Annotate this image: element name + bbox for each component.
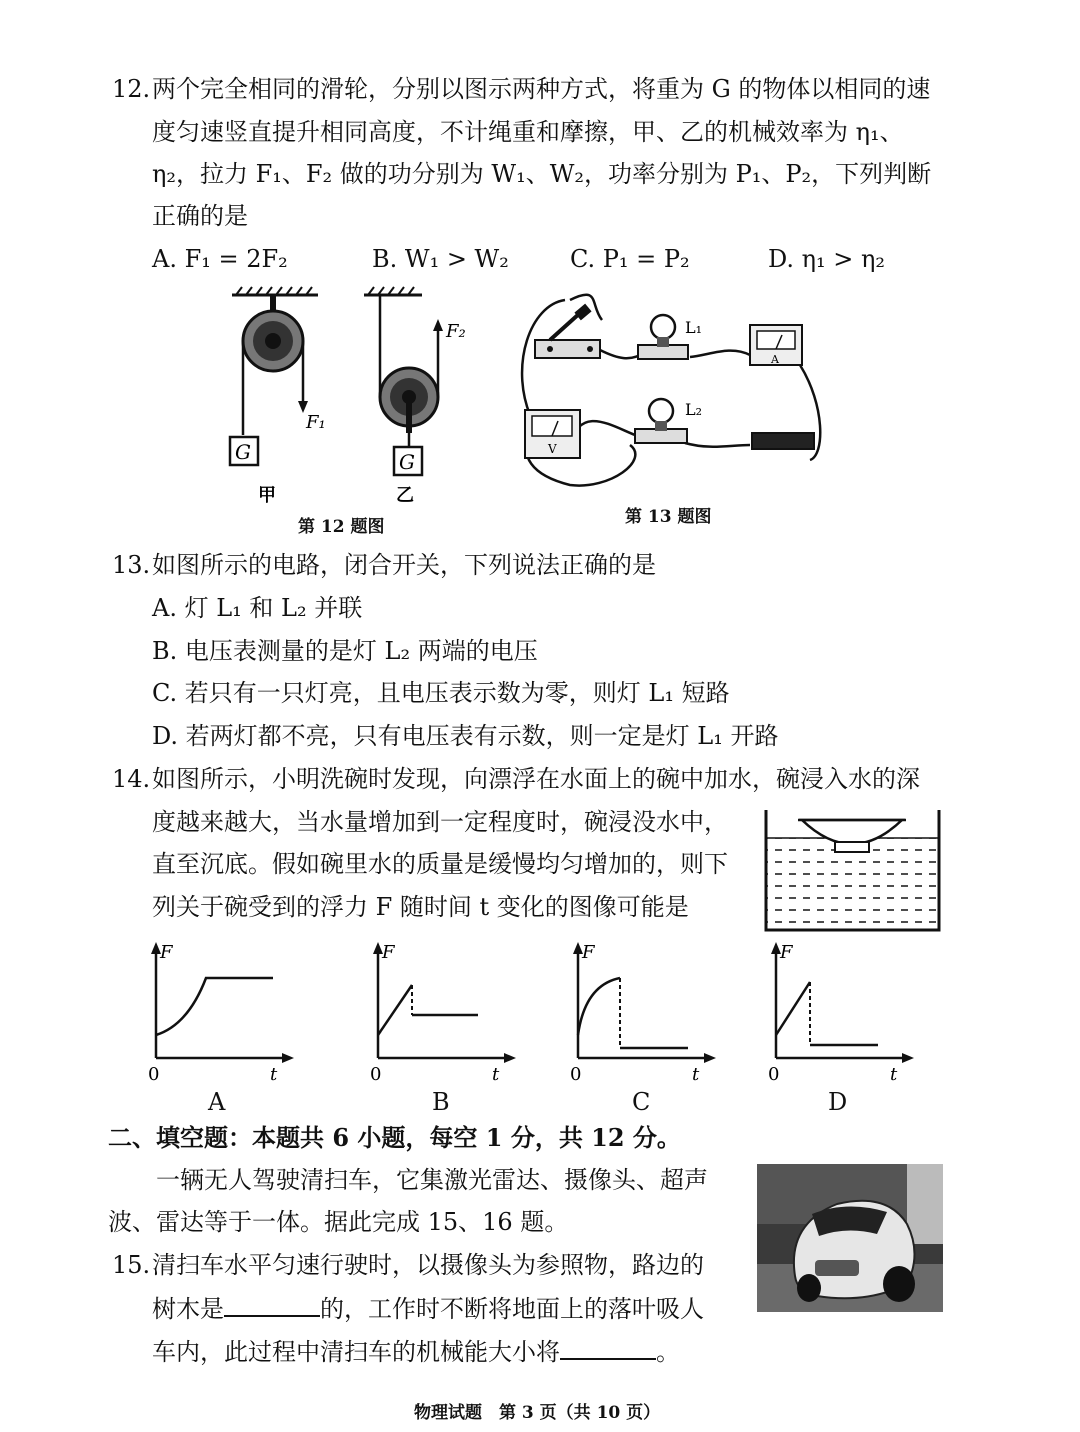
q15-line-3b: 。 (656, 1338, 680, 1366)
graph-a-x-label: t (270, 1064, 278, 1085)
graph-b-origin: 0 (370, 1064, 382, 1085)
q12-option-d: D. η₁ > η₂ (768, 245, 886, 273)
q12-option-c: C. P₁ = P₂ (570, 245, 690, 273)
page-footer: 物理试题 第 3 页（共 10 页） (414, 1403, 661, 1423)
graph-b-label: B (432, 1088, 450, 1116)
l2-label: L₂ (685, 400, 703, 419)
q12-line-3: η₂，拉力 F₁、F₂ 做的功分别为 W₁、W₂，功率分别为 P₁、P₂，下列判断 (152, 160, 932, 188)
graph-a (138, 940, 298, 1085)
q15-line-3a: 车内，此过程中清扫车的机械能大小将 (152, 1338, 560, 1366)
graph-d-x-label: t (890, 1064, 898, 1085)
bowl-in-water-figure (760, 808, 945, 933)
yi-label: 乙 (396, 485, 414, 506)
graph-c-origin: 0 (570, 1064, 582, 1085)
graph-d (758, 940, 918, 1085)
graph-c-x-label: t (692, 1064, 700, 1085)
lamp-l2 (635, 399, 687, 443)
graph-b-x-label: t (492, 1064, 500, 1085)
graph-a-y-label: F (160, 942, 173, 963)
q15-line-2 (152, 1293, 704, 1324)
graph-d-origin: 0 (768, 1064, 780, 1085)
graph-a-label: A (208, 1088, 226, 1116)
section2-heading: 二、填空题：本题共 6 小题，每空 1 分，共 12 分。 (108, 1123, 681, 1152)
graph-d-label: D (828, 1088, 848, 1116)
q12-line-1: 两个完全相同的滑轮，分别以图示两种方式，将重为 G 的物体以相同的速 (152, 75, 931, 103)
graph-b-y-label: F (382, 942, 395, 963)
q12-number: 12. (112, 75, 151, 103)
weight-g-left-label: G (235, 440, 251, 464)
q15-line-2b: 的，工作时不断将地面上的落叶吸人 (320, 1295, 704, 1323)
sweeper-vehicle-photo (757, 1164, 943, 1312)
lamp-l1 (638, 315, 688, 359)
q12-option-b: B. W₁ > W₂ (372, 245, 509, 273)
q13-option-a: A. 灯 L₁ 和 L₂ 并联 (152, 594, 363, 622)
q14-line-3: 直至沉底。假如碗里水的质量是缓慢均匀增加的，则下 (152, 850, 728, 878)
section2-intro-1: 一辆无人驾驶清扫车，它集激光雷达、摄像头、超声 (156, 1166, 708, 1194)
q13-option-c: C. 若只有一只灯亮，且电压表示数为零，则灯 L₁ 短路 (152, 679, 730, 707)
q13-number: 13. (112, 551, 151, 579)
q13-stem: 如图所示的电路，闭合开关，下列说法正确的是 (152, 551, 656, 579)
fig12-caption: 第 12 题图 (298, 517, 385, 537)
q15-line-1: 清扫车水平匀速行驶时，以摄像头为参照物，路边的 (152, 1251, 704, 1279)
graph-b (360, 940, 520, 1085)
q13-option-b: B. 电压表测量的是灯 L₂ 两端的电压 (152, 637, 538, 665)
ammeter-label: A (771, 353, 779, 366)
movable-pulley (380, 368, 438, 447)
jia-label: 甲 (258, 485, 276, 506)
q15-blank-1[interactable] (224, 1293, 320, 1317)
q12-option-a: A. F₁ = 2F₂ (152, 245, 288, 273)
l1-label: L₁ (685, 318, 703, 337)
graph-c (560, 940, 720, 1085)
q14-line-2: 度越来越大，当水量增加到一定程度时，碗浸没水中， (152, 808, 728, 836)
q15-line-3 (152, 1336, 680, 1367)
q12-line-4: 正确的是 (152, 202, 248, 230)
q14-line-4: 列关于碗受到的浮力 F 随时间 t 变化的图像可能是 (152, 893, 689, 921)
battery (752, 433, 814, 449)
q14-line-1: 如图所示，小明洗碗时发现，向漂浮在水面上的碗中加水，碗浸入水的深 (152, 765, 920, 793)
section2-intro-2: 波、雷达等于一体。据此完成 15、16 题。 (108, 1208, 569, 1236)
q15-number: 15. (112, 1251, 151, 1279)
graph-c-label: C (632, 1088, 651, 1116)
q15-blank-2[interactable] (560, 1336, 656, 1360)
pulley-figure (220, 285, 340, 525)
movable-pulley-figure (360, 285, 480, 525)
fig13-caption: 第 13 题图 (625, 507, 712, 527)
q12-line-2: 度匀速竖直提升相同高度，不计绳重和摩擦，甲、乙的机械效率为 η₁、 (152, 118, 904, 146)
graph-d-y-label: F (780, 942, 793, 963)
circuit-figure (510, 285, 830, 500)
graph-c-y-label: F (582, 942, 595, 963)
f2-label: F₂ (446, 321, 466, 342)
q14-number: 14. (112, 765, 151, 793)
voltmeter-label: V (548, 442, 557, 456)
weight-g-right-label: G (399, 450, 415, 474)
q13-option-d: D. 若两灯都不亮，只有电压表有示数，则一定是灯 L₁ 开路 (152, 722, 779, 750)
f1-label: F₁ (306, 412, 326, 433)
graph-a-origin: 0 (148, 1064, 160, 1085)
q15-line-2a: 树木是 (152, 1295, 224, 1323)
